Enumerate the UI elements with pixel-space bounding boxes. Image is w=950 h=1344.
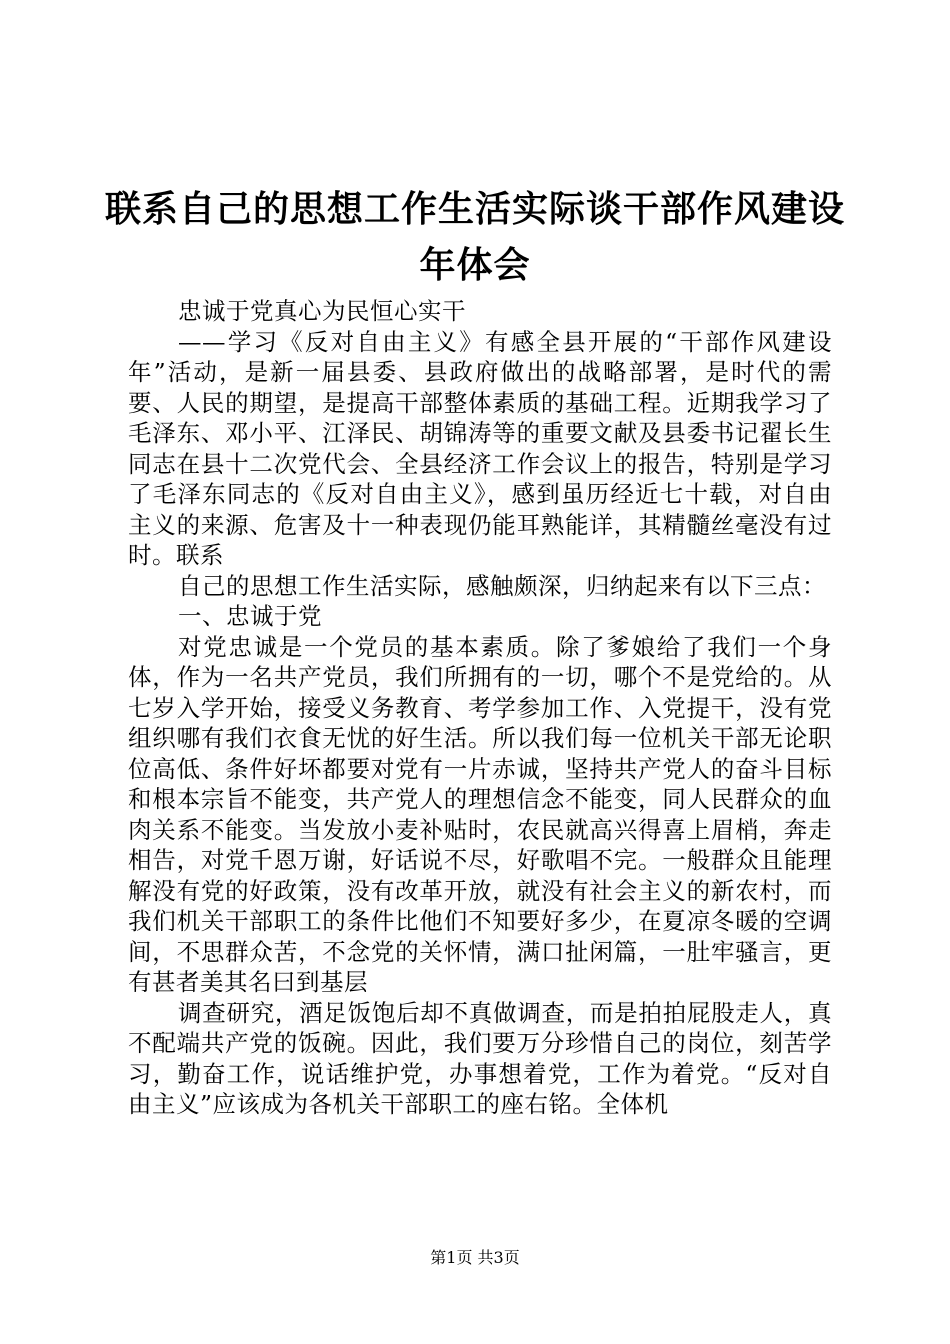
page-number-footer: 第1页 共3页 [430, 1248, 520, 1267]
paragraph-investigation: 调查研究，酒足饭饱后却不真做调查，而是拍拍屁股走人，真不配端共产党的饭碗。因此，我们要万分珍惜自己的岗位，刻苦学习，勤奋工作，说话维护党，办事想着党，工作为着党。“反对自由主义”应该成为各机关干部职工的座右铭。全体机 [128, 998, 832, 1118]
paragraph-intro: ——学习《反对自由主义》有感全县开展的“干部作风建设年”活动，是新一届县委、县政府做出的战略部署，是时代的需要、人民的期望，是提高干部整体素质的基础工程。近期我学习了毛泽东、邓小平、江泽民、胡锦涛等的重要文献及县委书记翟长生同志在县十二次党代会、全县经济工作会议上的报告，特别是学习了毛泽东同志的《反对自由主义》，感到虽历经近七十载，对自由主义的来源、危害及十一种表现仍能耳熟能详，其精髓丝毫没有过时。联系 [128, 327, 832, 569]
paragraph-subtitle: 忠诚于党真心为民恒心实干 [178, 297, 466, 325]
section-heading: 一、忠诚于党 [178, 602, 322, 630]
document-body [128, 296, 832, 1120]
document-title: 联系自己的思想工作生活实际谈干部作风建设年体会 [104, 189, 845, 286]
paragraph-loyalty: 对党忠诚是一个党员的基本素质。除了爹娘给了我们一个身体，作为一名共产党员，我们所拥有的一切，哪个不是党给的。从七岁入学开始，接受义务教育、考学参加工作、入党提干，没有党组织哪有我们衣食无忧的好生活。所以我们每一位机关干部无论职位高低、条件好坏都要对党有一片赤诚，坚持共产党人的奋斗目标和根本宗旨不能变，共产党人的理想信念不能变，同人民群众的血肉关系不能变。当发放小麦补贴时，农民就高兴得喜上眉梢，奔走相告，对党千恩万谢，好话说不尽，好歌唱不完。一般群众且能理解没有党的好政策，没有改革开放，就没有社会主义的新农村，而我们机关干部职工的条件比他们不知要好多少，在夏凉冬暖的空调间，不思群众苦，不念党的关怀情，满口扯闲篇，一肚牢骚言，更有甚者美其名曰到基层 [128, 632, 832, 996]
paragraph-summary: 自己的思想工作生活实际，感触颇深，归纳起来有以下三点： [178, 571, 826, 600]
